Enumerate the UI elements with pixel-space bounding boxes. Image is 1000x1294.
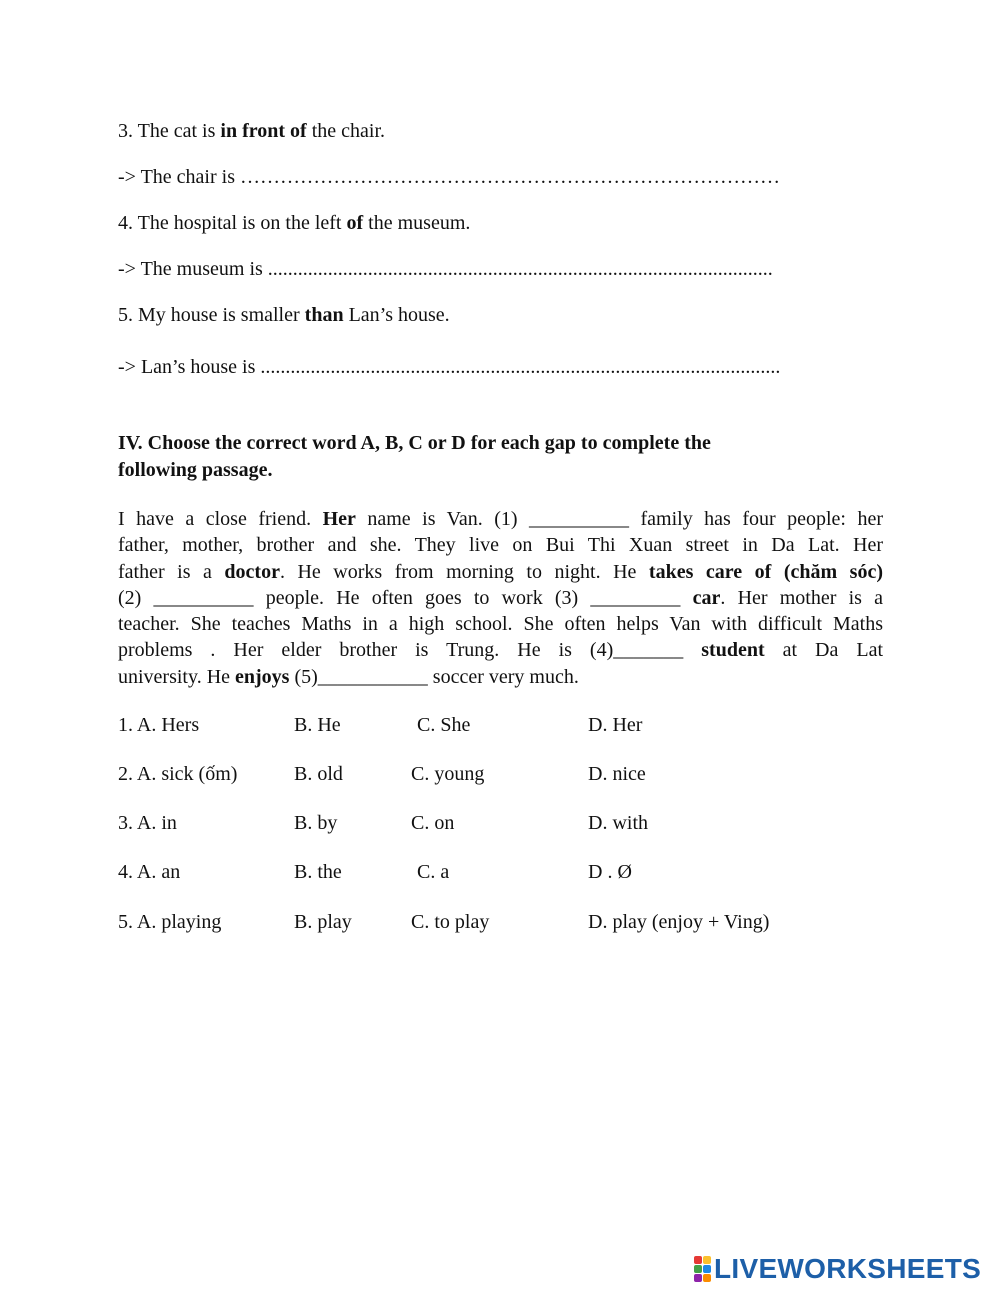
option-a[interactable]: 2. A. sick (ốm) bbox=[118, 763, 238, 785]
option-b[interactable]: B. old bbox=[294, 763, 343, 785]
option-row-3 bbox=[118, 810, 878, 836]
passage-line: (2) __________ people. He often goes to work (3) _________ car. Her mother is a bbox=[118, 586, 883, 609]
option-d[interactable]: D . Ø bbox=[588, 861, 632, 883]
option-b[interactable]: B. play bbox=[294, 911, 352, 933]
section-4-heading: IV. Choose the correct word A, B, C or D for each gap to complete the following passage. bbox=[118, 432, 711, 481]
option-c[interactable]: C. to play bbox=[411, 911, 490, 933]
passage-line: problems . Her elder brother is Trung. He is (4)_______ student at Da Lat bbox=[118, 639, 884, 662]
bold-phrase: than bbox=[304, 304, 344, 326]
question-4: 4. The hospital is on the left of the museum. bbox=[118, 212, 471, 234]
option-c[interactable]: C. young bbox=[411, 763, 485, 785]
answer-line-4[interactable]: -> The museum is ..................................................................................................... bbox=[118, 258, 773, 280]
bold-phrase: in front of bbox=[220, 120, 307, 142]
option-row-2 bbox=[118, 761, 878, 787]
option-b[interactable]: B. the bbox=[294, 861, 342, 883]
option-b[interactable]: B. by bbox=[294, 812, 338, 834]
option-row-4 bbox=[118, 859, 878, 885]
liveworksheets-logo-icon bbox=[694, 1256, 712, 1282]
option-d[interactable]: D. Her bbox=[588, 714, 643, 736]
passage-line: I have a close friend. Her name is Van. (1) __________ family has four people: her bbox=[118, 508, 884, 530]
option-row-1 bbox=[118, 712, 878, 738]
answer-line-3[interactable]: -> The chair is ……………………………………………………………………… bbox=[118, 166, 780, 188]
question-3: 3. The cat is in front of the chair. bbox=[118, 120, 386, 142]
bold-phrase: of bbox=[346, 212, 364, 234]
liveworksheets-logo bbox=[694, 1252, 981, 1286]
option-c[interactable]: C. on bbox=[411, 812, 455, 834]
passage-line: university. He enjoys (5)___________ soccer very much. bbox=[118, 665, 579, 688]
passage-line: father, mother, brother and she. They live on Bui Thi Xuan street in Da Lat. Her bbox=[118, 534, 883, 557]
option-b[interactable]: B. He bbox=[294, 714, 341, 736]
option-a[interactable]: 5. A. playing bbox=[118, 911, 222, 933]
option-row-5 bbox=[118, 909, 878, 935]
passage-line: father is a doctor. He works from morning to night. He takes care of (chăm sóc) bbox=[118, 560, 883, 583]
option-c[interactable]: C. She bbox=[417, 714, 471, 736]
passage-line: teacher. She teaches Maths in a high school. She often helps Van with difficult Maths bbox=[118, 613, 883, 636]
logo-text: LIVEWORKSHEETS bbox=[714, 1253, 982, 1284]
option-d[interactable]: D. play (enjoy + Ving) bbox=[588, 911, 770, 933]
option-a[interactable]: 1. A. Hers bbox=[118, 714, 200, 736]
option-d[interactable]: D. with bbox=[588, 812, 648, 834]
option-d[interactable]: D. nice bbox=[588, 763, 646, 785]
reading-passage bbox=[118, 506, 883, 690]
answer-line-5[interactable]: -> Lan’s house is ........................................................................................................ bbox=[118, 356, 781, 378]
option-a[interactable]: 3. A. in bbox=[118, 812, 177, 834]
option-a[interactable]: 4. A. an bbox=[118, 861, 181, 883]
question-5: 5. My house is smaller than Lan’s house. bbox=[118, 304, 450, 326]
option-c[interactable]: C. a bbox=[417, 861, 450, 883]
